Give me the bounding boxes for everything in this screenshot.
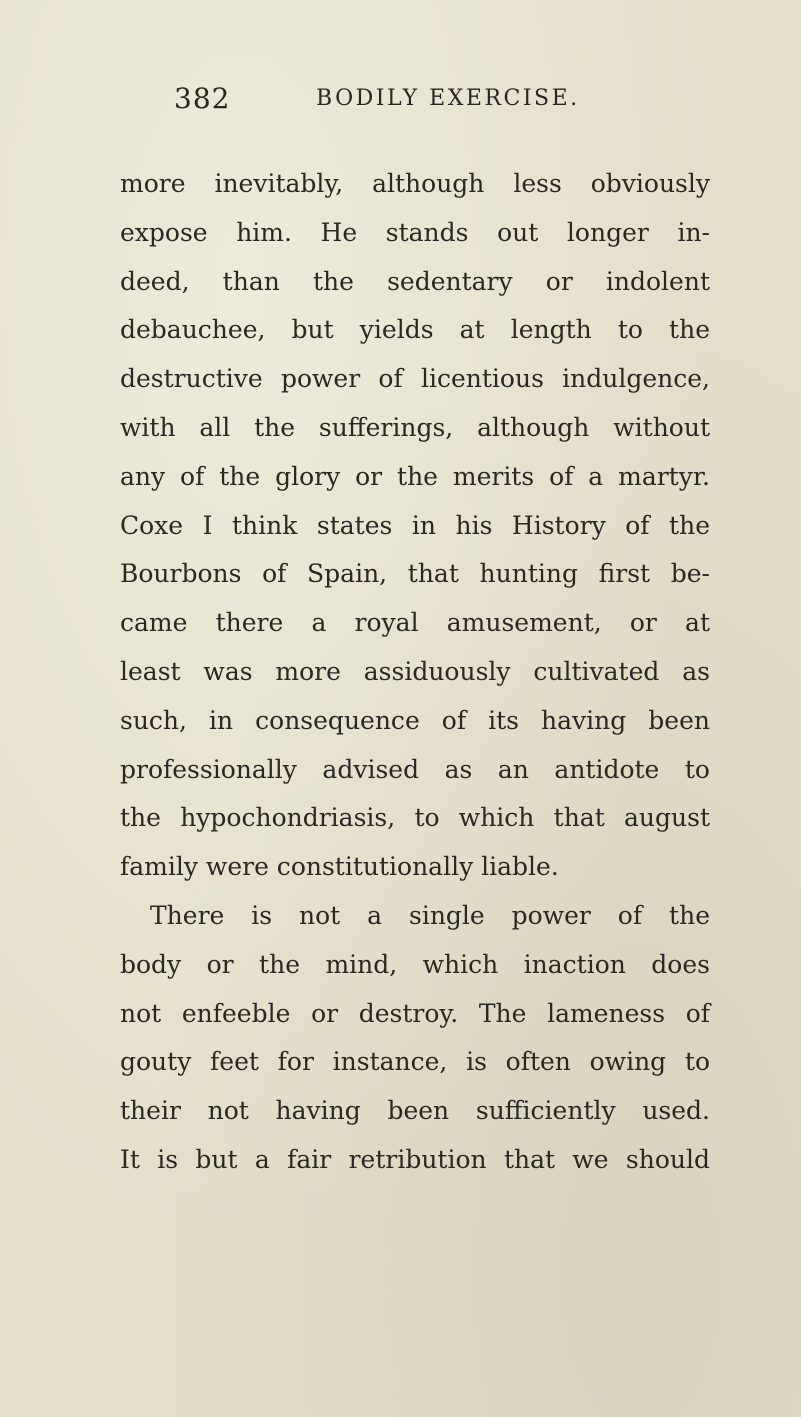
text-line: gouty feet for instance, is often owing to [120, 1047, 710, 1077]
text-line: their not having been sufficiently used. [120, 1096, 710, 1126]
text-line: not enfeeble or destroy. The lameness of [120, 998, 710, 1028]
text-line: any of the glory or the merits of a martyr. [120, 461, 710, 491]
text-line: more inevitably, although less obviously [120, 169, 710, 198]
paragraph-1 [120, 160, 710, 892]
text-line: expose him. He stands out longer in- [120, 217, 710, 247]
text-line: Coxe I think states in his History of the [120, 510, 710, 540]
paragraph-2 [120, 892, 710, 1185]
text-line: deed, than the sedentary or indolent [120, 266, 710, 296]
running-head: BODILY EXERCISE. [316, 86, 580, 111]
text-line: such, in consequence of its having been [120, 705, 710, 735]
text-line: family were constitutionally liable. [120, 852, 559, 882]
page-number: 382 [174, 82, 231, 115]
text-line: professionally advised as an antidote to [120, 754, 710, 784]
text-line: least was more assiduously cultivated as [120, 656, 710, 686]
text-line: There is not a single power of the [150, 900, 710, 930]
text-line: the hypochondriasis, to which that august [120, 803, 710, 833]
text-line: Bourbons of Spain, that hunting first be- [120, 559, 710, 589]
text-line: debauchee, but yields at length to the [120, 315, 710, 345]
page-header [0, 82, 801, 122]
text-line: with all the sufferings, although without [120, 412, 710, 442]
text-line: came there a royal amusement, or at [120, 608, 710, 638]
text-line: destructive power of licentious indulgence, [120, 364, 710, 394]
text-line: body or the mind, which inaction does [120, 949, 710, 979]
text-line: It is but a fair retribution that we should [120, 1144, 710, 1174]
body-text [120, 160, 710, 1185]
